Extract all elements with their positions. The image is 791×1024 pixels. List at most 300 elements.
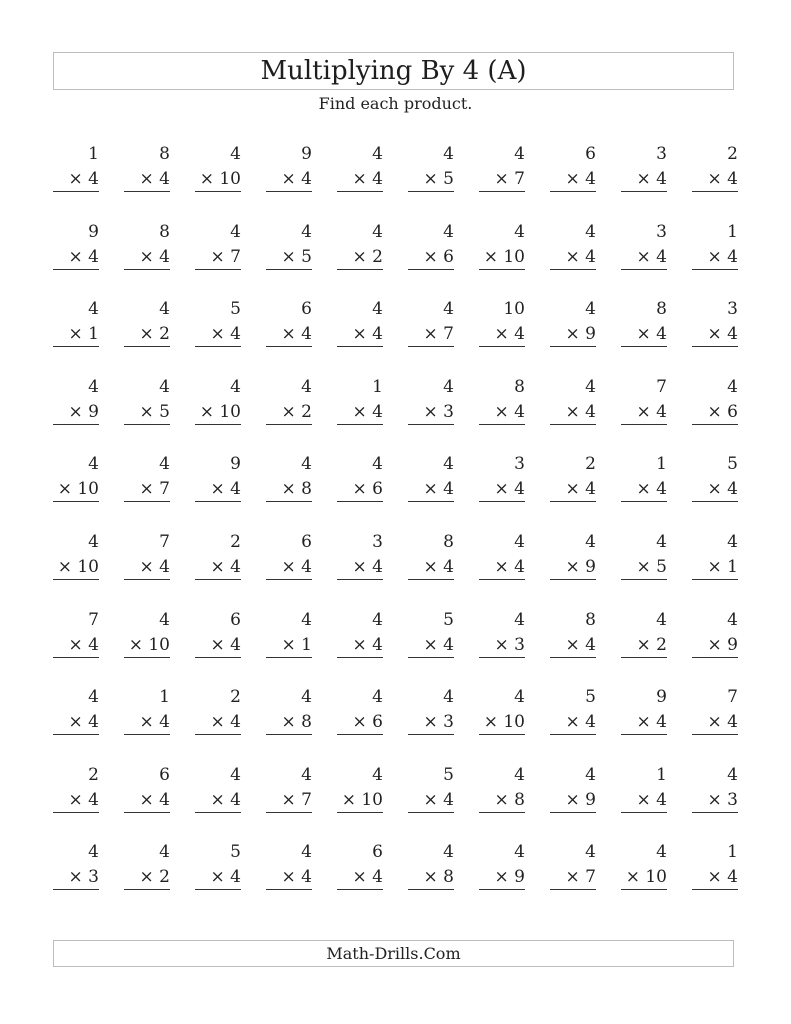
answer-line <box>550 657 596 658</box>
problem-7-9 <box>621 612 667 660</box>
problem-4-3 <box>195 379 241 427</box>
answer-line <box>266 579 312 580</box>
problem-7-7 <box>479 612 525 660</box>
problem-9-2 <box>124 767 170 815</box>
problem-5-10 <box>692 456 738 504</box>
multiplier: × 1 <box>707 557 738 577</box>
problem-9-8 <box>550 767 596 815</box>
problem-1-2 <box>124 146 170 194</box>
answer-line <box>266 346 312 347</box>
answer-line <box>124 424 170 425</box>
multiplier: × 4 <box>139 169 170 189</box>
answer-line <box>266 734 312 735</box>
answer-line <box>408 424 454 425</box>
multiplier: × 4 <box>352 635 383 655</box>
multiplicand: 4 <box>514 610 525 630</box>
answer-line <box>479 889 525 890</box>
multiplier: × 4 <box>565 712 596 732</box>
answer-line <box>337 191 383 192</box>
problem-1-9 <box>621 146 667 194</box>
multiplier: × 7 <box>565 867 596 887</box>
problem-7-10 <box>692 612 738 660</box>
multiplier: × 4 <box>707 479 738 499</box>
multiplier: × 4 <box>707 247 738 267</box>
problem-5-4 <box>266 456 312 504</box>
multiplier: × 9 <box>707 635 738 655</box>
multiplicand: 2 <box>230 687 241 707</box>
multiplier: × 4 <box>565 479 596 499</box>
answer-line <box>337 812 383 813</box>
problem-2-5 <box>337 224 383 272</box>
multiplicand: 1 <box>656 454 667 474</box>
multiplicand: 7 <box>656 377 667 397</box>
multiplier: × 9 <box>494 867 525 887</box>
answer-line <box>53 501 99 502</box>
answer-line <box>692 424 738 425</box>
problem-8-5 <box>337 689 383 737</box>
problem-9-1 <box>53 767 99 815</box>
problem-8-2 <box>124 689 170 737</box>
multiplicand: 8 <box>585 610 596 630</box>
multiplicand: 1 <box>88 144 99 164</box>
answer-line <box>266 657 312 658</box>
multiplicand: 3 <box>656 222 667 242</box>
multiplier: × 10 <box>57 479 99 499</box>
multiplicand: 1 <box>656 765 667 785</box>
answer-line <box>53 889 99 890</box>
answer-line <box>408 812 454 813</box>
answer-line <box>479 734 525 735</box>
problem-1-6 <box>408 146 454 194</box>
answer-line <box>621 191 667 192</box>
problem-7-2 <box>124 612 170 660</box>
multiplicand: 6 <box>301 532 312 552</box>
answer-line <box>621 657 667 658</box>
answer-line <box>550 501 596 502</box>
answer-line <box>195 346 241 347</box>
problem-3-2 <box>124 301 170 349</box>
multiplier: × 4 <box>423 790 454 810</box>
multiplicand: 4 <box>88 299 99 319</box>
problem-4-5 <box>337 379 383 427</box>
multiplier: × 4 <box>636 247 667 267</box>
multiplier: × 8 <box>494 790 525 810</box>
problem-9-6 <box>408 767 454 815</box>
multiplier: × 10 <box>483 247 525 267</box>
problem-3-9 <box>621 301 667 349</box>
multiplier: × 10 <box>57 557 99 577</box>
multiplier: × 4 <box>565 402 596 422</box>
multiplier: × 4 <box>636 324 667 344</box>
problem-6-5 <box>337 534 383 582</box>
multiplicand: 4 <box>514 765 525 785</box>
multiplier: × 4 <box>352 169 383 189</box>
multiplier: × 7 <box>139 479 170 499</box>
problem-9-4 <box>266 767 312 815</box>
multiplicand: 4 <box>585 222 596 242</box>
answer-line <box>53 812 99 813</box>
answer-line <box>124 346 170 347</box>
answer-line <box>266 191 312 192</box>
answer-line <box>124 734 170 735</box>
multiplier: × 5 <box>636 557 667 577</box>
problem-3-6 <box>408 301 454 349</box>
problem-1-8 <box>550 146 596 194</box>
problem-1-1 <box>53 146 99 194</box>
multiplier: × 4 <box>565 247 596 267</box>
problem-2-1 <box>53 224 99 272</box>
answer-line <box>337 424 383 425</box>
multiplicand: 5 <box>443 610 454 630</box>
answer-line <box>621 579 667 580</box>
multiplicand: 4 <box>514 532 525 552</box>
multiplicand: 10 <box>503 299 525 319</box>
answer-line <box>479 812 525 813</box>
multiplier: × 4 <box>636 402 667 422</box>
multiplier: × 4 <box>565 635 596 655</box>
multiplicand: 4 <box>159 842 170 862</box>
problem-4-8 <box>550 379 596 427</box>
problem-8-10 <box>692 689 738 737</box>
problem-3-4 <box>266 301 312 349</box>
multiplier: × 8 <box>423 867 454 887</box>
multiplier: × 7 <box>281 790 312 810</box>
multiplier: × 6 <box>352 479 383 499</box>
page-title: Multiplying By 4 (A) <box>260 56 527 86</box>
multiplicand: 3 <box>372 532 383 552</box>
multiplicand: 4 <box>656 610 667 630</box>
multiplicand: 4 <box>656 842 667 862</box>
multiplicand: 4 <box>301 222 312 242</box>
answer-line <box>692 734 738 735</box>
problem-8-9 <box>621 689 667 737</box>
multiplier: × 2 <box>352 247 383 267</box>
multiplier: × 2 <box>281 402 312 422</box>
problem-6-10 <box>692 534 738 582</box>
multiplier: × 5 <box>281 247 312 267</box>
answer-line <box>195 734 241 735</box>
multiplicand: 3 <box>727 299 738 319</box>
answer-line <box>621 734 667 735</box>
multiplier: × 6 <box>352 712 383 732</box>
multiplicand: 4 <box>88 687 99 707</box>
answer-line <box>53 579 99 580</box>
multiplicand: 5 <box>230 299 241 319</box>
problem-5-6 <box>408 456 454 504</box>
multiplicand: 4 <box>88 532 99 552</box>
multiplicand: 4 <box>514 222 525 242</box>
multiplicand: 4 <box>88 842 99 862</box>
multiplier: × 4 <box>68 712 99 732</box>
multiplicand: 5 <box>443 765 454 785</box>
answer-line <box>408 579 454 580</box>
multiplicand: 4 <box>443 144 454 164</box>
multiplicand: 4 <box>301 377 312 397</box>
multiplier: × 7 <box>423 324 454 344</box>
answer-line <box>337 657 383 658</box>
answer-line <box>692 191 738 192</box>
answer-line <box>479 501 525 502</box>
answer-line <box>266 812 312 813</box>
answer-line <box>692 812 738 813</box>
problem-10-5 <box>337 844 383 892</box>
answer-line <box>124 269 170 270</box>
problem-6-4 <box>266 534 312 582</box>
multiplier: × 4 <box>494 324 525 344</box>
answer-line <box>266 501 312 502</box>
problem-9-9 <box>621 767 667 815</box>
multiplicand: 6 <box>301 299 312 319</box>
problem-5-5 <box>337 456 383 504</box>
multiplicand: 7 <box>159 532 170 552</box>
multiplicand: 4 <box>443 377 454 397</box>
problem-3-10 <box>692 301 738 349</box>
multiplicand: 3 <box>514 454 525 474</box>
multiplicand: 4 <box>301 765 312 785</box>
multiplier: × 4 <box>210 867 241 887</box>
answer-line <box>195 269 241 270</box>
multiplier: × 10 <box>483 712 525 732</box>
problem-7-1 <box>53 612 99 660</box>
problem-1-10 <box>692 146 738 194</box>
answer-line <box>124 501 170 502</box>
multiplier: × 4 <box>707 867 738 887</box>
multiplicand: 6 <box>159 765 170 785</box>
multiplicand: 7 <box>88 610 99 630</box>
multiplicand: 6 <box>372 842 383 862</box>
answer-line <box>408 734 454 735</box>
problem-6-3 <box>195 534 241 582</box>
answer-line <box>621 269 667 270</box>
multiplier: × 8 <box>281 712 312 732</box>
answer-line <box>692 346 738 347</box>
multiplicand: 4 <box>230 222 241 242</box>
multiplicand: 5 <box>230 842 241 862</box>
multiplier: × 5 <box>139 402 170 422</box>
problem-5-7 <box>479 456 525 504</box>
multiplicand: 4 <box>230 377 241 397</box>
multiplier: × 9 <box>565 790 596 810</box>
multiplier: × 4 <box>352 867 383 887</box>
problem-2-7 <box>479 224 525 272</box>
problem-5-2 <box>124 456 170 504</box>
multiplicand: 2 <box>727 144 738 164</box>
problem-1-5 <box>337 146 383 194</box>
multiplier: × 4 <box>139 712 170 732</box>
multiplier: × 4 <box>352 557 383 577</box>
multiplier: × 7 <box>210 247 241 267</box>
answer-line <box>195 424 241 425</box>
answer-line <box>124 579 170 580</box>
multiplicand: 4 <box>88 377 99 397</box>
problem-2-3 <box>195 224 241 272</box>
multiplier: × 4 <box>352 402 383 422</box>
answer-line <box>195 657 241 658</box>
answer-line <box>621 889 667 890</box>
multiplicand: 4 <box>443 454 454 474</box>
multiplier: × 4 <box>210 479 241 499</box>
answer-line <box>124 889 170 890</box>
answer-line <box>408 269 454 270</box>
answer-line <box>550 579 596 580</box>
answer-line <box>550 346 596 347</box>
answer-line <box>621 501 667 502</box>
multiplicand: 9 <box>301 144 312 164</box>
answer-line <box>550 269 596 270</box>
problem-3-8 <box>550 301 596 349</box>
multiplicand: 1 <box>372 377 383 397</box>
problem-6-9 <box>621 534 667 582</box>
multiplicand: 4 <box>585 532 596 552</box>
problem-5-8 <box>550 456 596 504</box>
problem-1-3 <box>195 146 241 194</box>
multiplier: × 4 <box>494 479 525 499</box>
multiplier: × 4 <box>636 169 667 189</box>
multiplier: × 4 <box>423 557 454 577</box>
answer-line <box>479 579 525 580</box>
problem-7-6 <box>408 612 454 660</box>
multiplicand: 4 <box>443 687 454 707</box>
multiplicand: 1 <box>727 222 738 242</box>
problem-4-2 <box>124 379 170 427</box>
multiplicand: 4 <box>372 222 383 242</box>
problem-8-3 <box>195 689 241 737</box>
multiplicand: 4 <box>301 610 312 630</box>
multiplier: × 4 <box>636 712 667 732</box>
problem-8-7 <box>479 689 525 737</box>
multiplier: × 8 <box>281 479 312 499</box>
multiplicand: 3 <box>656 144 667 164</box>
problem-4-1 <box>53 379 99 427</box>
problem-10-4 <box>266 844 312 892</box>
multiplicand: 4 <box>230 765 241 785</box>
multiplier: × 4 <box>707 169 738 189</box>
footer-brand: Math-Drills.Com <box>326 944 461 963</box>
answer-line <box>692 889 738 890</box>
answer-line <box>53 346 99 347</box>
answer-line <box>550 734 596 735</box>
problem-4-6 <box>408 379 454 427</box>
multiplier: × 4 <box>68 247 99 267</box>
multiplier: × 4 <box>281 557 312 577</box>
answer-line <box>266 269 312 270</box>
footer-box <box>53 940 734 967</box>
multiplicand: 4 <box>230 144 241 164</box>
problem-10-6 <box>408 844 454 892</box>
multiplier: × 3 <box>494 635 525 655</box>
multiplier: × 9 <box>565 557 596 577</box>
multiplier: × 4 <box>139 790 170 810</box>
multiplier: × 4 <box>139 557 170 577</box>
multiplicand: 4 <box>656 532 667 552</box>
multiplicand: 4 <box>727 610 738 630</box>
multiplier: × 10 <box>625 867 667 887</box>
multiplier: × 4 <box>139 247 170 267</box>
multiplier: × 4 <box>68 169 99 189</box>
answer-line <box>692 501 738 502</box>
multiplicand: 8 <box>443 532 454 552</box>
multiplier: × 5 <box>423 169 454 189</box>
problem-3-5 <box>337 301 383 349</box>
multiplier: × 10 <box>128 635 170 655</box>
problem-2-9 <box>621 224 667 272</box>
multiplier: × 4 <box>68 635 99 655</box>
problem-2-6 <box>408 224 454 272</box>
multiplier: × 4 <box>281 324 312 344</box>
multiplier: × 4 <box>494 557 525 577</box>
multiplier: × 4 <box>210 712 241 732</box>
multiplicand: 4 <box>159 454 170 474</box>
answer-line <box>53 191 99 192</box>
answer-line <box>53 734 99 735</box>
problem-7-8 <box>550 612 596 660</box>
problem-4-7 <box>479 379 525 427</box>
problem-4-10 <box>692 379 738 427</box>
answer-line <box>195 889 241 890</box>
multiplicand: 4 <box>443 222 454 242</box>
problem-1-4 <box>266 146 312 194</box>
multiplicand: 8 <box>159 222 170 242</box>
problem-8-1 <box>53 689 99 737</box>
multiplicand: 2 <box>230 532 241 552</box>
multiplicand: 4 <box>372 687 383 707</box>
multiplier: × 4 <box>352 324 383 344</box>
multiplicand: 4 <box>585 765 596 785</box>
answer-line <box>53 269 99 270</box>
multiplicand: 1 <box>159 687 170 707</box>
multiplicand: 2 <box>585 454 596 474</box>
answer-line <box>479 346 525 347</box>
problem-1-7 <box>479 146 525 194</box>
problem-2-2 <box>124 224 170 272</box>
problem-6-8 <box>550 534 596 582</box>
answer-line <box>195 579 241 580</box>
multiplier: × 6 <box>423 247 454 267</box>
multiplicand: 4 <box>372 299 383 319</box>
problem-10-1 <box>53 844 99 892</box>
multiplier: × 4 <box>494 402 525 422</box>
multiplicand: 4 <box>372 454 383 474</box>
problem-7-4 <box>266 612 312 660</box>
answer-line <box>337 269 383 270</box>
problem-10-10 <box>692 844 738 892</box>
multiplier: × 4 <box>707 324 738 344</box>
multiplier: × 10 <box>199 402 241 422</box>
multiplier: × 4 <box>707 712 738 732</box>
multiplicand: 6 <box>230 610 241 630</box>
answer-line <box>124 812 170 813</box>
answer-line <box>337 579 383 580</box>
multiplicand: 4 <box>443 842 454 862</box>
multiplicand: 4 <box>585 299 596 319</box>
answer-line <box>53 424 99 425</box>
problem-2-8 <box>550 224 596 272</box>
multiplier: × 4 <box>636 790 667 810</box>
multiplicand: 4 <box>159 610 170 630</box>
multiplier: × 4 <box>565 169 596 189</box>
multiplier: × 10 <box>199 169 241 189</box>
multiplier: × 10 <box>341 790 383 810</box>
instructions: Find each product. <box>318 94 473 113</box>
multiplicand: 5 <box>585 687 596 707</box>
answer-line <box>195 191 241 192</box>
answer-line <box>266 424 312 425</box>
multiplier: × 1 <box>68 324 99 344</box>
multiplicand: 2 <box>88 765 99 785</box>
problem-5-3 <box>195 456 241 504</box>
multiplier: × 4 <box>423 635 454 655</box>
problem-9-5 <box>337 767 383 815</box>
